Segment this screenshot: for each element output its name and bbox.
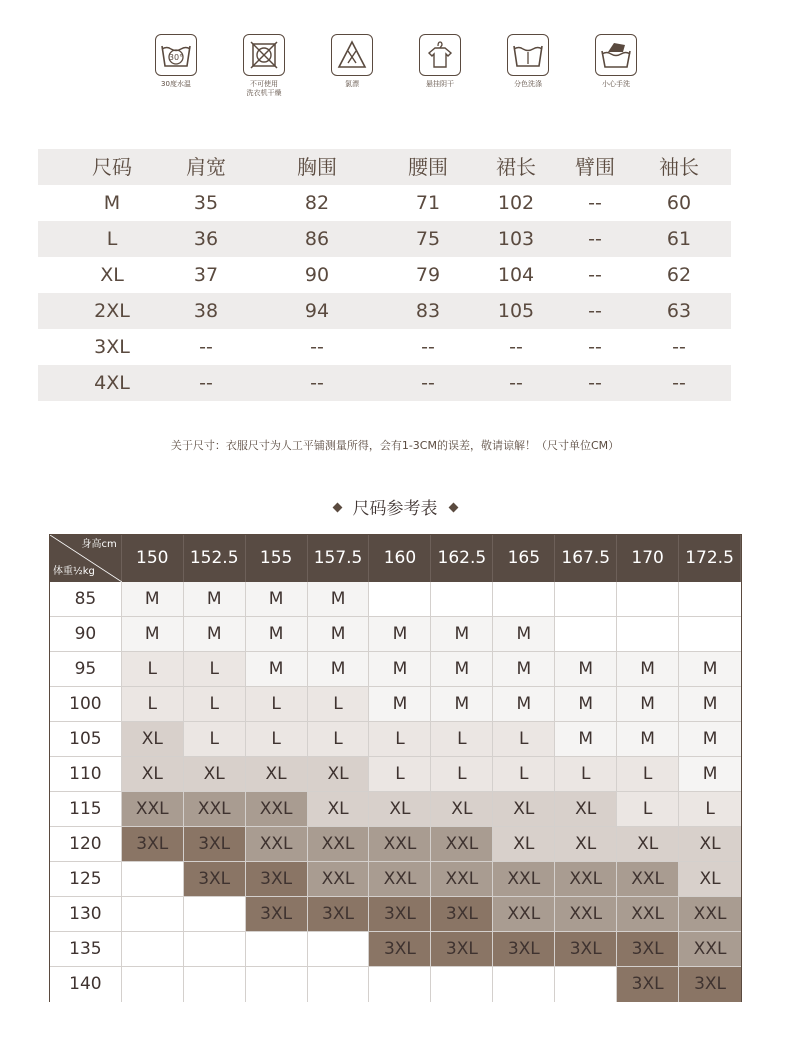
grid-size-cell: 3XL [493, 932, 555, 967]
grid-size-cell: L [246, 687, 308, 722]
grid-size-cell [184, 967, 246, 1002]
size-table-row [38, 329, 731, 365]
grid-row [50, 617, 741, 652]
grid-size-cell: M [431, 652, 493, 687]
grid-size-cell: M [555, 652, 617, 687]
size-table-cell: 75 [415, 228, 441, 250]
grid-row [50, 862, 741, 897]
grid-size-cell [555, 617, 617, 652]
grid-size-cell: L [369, 722, 431, 757]
size-table-header [38, 149, 731, 185]
grid-size-cell: XXL [493, 862, 555, 897]
grid-size-cell: M [617, 722, 679, 757]
grid-size-cell [369, 582, 431, 617]
grid-size-cell: M [369, 652, 431, 687]
care-item-hang-dry [405, 34, 475, 89]
grid-size-cell [555, 967, 617, 1002]
size-table-cell: 79 [415, 264, 441, 286]
hang-dry-icon [419, 34, 461, 76]
care-instructions [152, 34, 642, 114]
grid-size-cell [431, 967, 493, 1002]
grid-height-header: 152.5 [184, 535, 246, 582]
grid-size-cell [679, 582, 741, 617]
size-table-cell: -- [199, 372, 213, 394]
size-table-cell: 3XL [94, 336, 130, 358]
size-table-cell: XL [100, 264, 124, 286]
grid-size-cell [122, 932, 184, 967]
wash-30-icon [155, 34, 197, 76]
grid-size-cell: M [679, 652, 741, 687]
grid-size-cell [555, 582, 617, 617]
grid-size-cell: 3XL [369, 932, 431, 967]
size-table-cell: -- [199, 336, 213, 358]
size-table-cell: 82 [304, 192, 330, 214]
size-table-cell: L [106, 228, 118, 250]
grid-size-cell: XXL [369, 827, 431, 862]
grid-size-cell: M [308, 652, 370, 687]
size-table-cell: -- [588, 264, 602, 286]
hand-wash-icon [595, 34, 637, 76]
grid-weight-cell: 85 [50, 582, 122, 617]
grid-size-cell: M [431, 687, 493, 722]
care-item-separate-wash [493, 34, 563, 89]
grid-height-header: 150 [122, 535, 184, 582]
size-table-cell: 105 [497, 300, 535, 322]
grid-size-cell: M [555, 687, 617, 722]
grid-row [50, 652, 741, 687]
grid-size-cell: M [679, 757, 741, 792]
grid-size-cell: 3XL [617, 967, 679, 1002]
grid-row [50, 687, 741, 722]
care-label: 悬挂阴干 [426, 80, 454, 88]
grid-size-cell: XL [431, 792, 493, 827]
size-table-cell: -- [421, 336, 435, 358]
grid-size-cell: M [184, 582, 246, 617]
grid-height-header: 155 [246, 535, 308, 582]
grid-size-cell: L [184, 652, 246, 687]
diamond-icon [448, 502, 458, 512]
grid-size-cell: 3XL [184, 862, 246, 897]
size-table-row [38, 185, 731, 221]
size-table-cell: -- [509, 372, 523, 394]
grid-size-cell: XL [246, 757, 308, 792]
size-table-cell: 90 [304, 264, 330, 286]
care-item-no-dryer [229, 34, 299, 98]
corner-height-label: 身高cm [81, 539, 117, 550]
header-size: 尺码 [92, 155, 132, 179]
grid-size-cell: L [184, 687, 246, 722]
grid-size-cell [493, 967, 555, 1002]
grid-size-cell: XXL [431, 862, 493, 897]
grid-size-cell: XL [369, 792, 431, 827]
grid-size-cell: XXL [369, 862, 431, 897]
grid-size-cell: 3XL [122, 827, 184, 862]
grid-size-cell: XXL [679, 897, 741, 932]
grid-size-cell: L [122, 652, 184, 687]
grid-size-cell: XXL [308, 862, 370, 897]
size-table-cell: -- [588, 372, 602, 394]
size-table-cell: -- [421, 372, 435, 394]
grid-size-cell: 3XL [431, 897, 493, 932]
grid-size-cell: M [246, 617, 308, 652]
grid-size-cell: M [679, 687, 741, 722]
size-table-cell: 83 [415, 300, 441, 322]
size-table-cell: 37 [193, 264, 219, 286]
grid-size-cell: L [679, 792, 741, 827]
grid-size-cell: L [617, 792, 679, 827]
grid-header-row [50, 535, 741, 582]
grid-size-cell: M [122, 582, 184, 617]
header-waist: 腰围 [408, 155, 448, 179]
grid-weight-cell: 115 [50, 792, 122, 827]
grid-size-cell [122, 897, 184, 932]
size-table-cell: 62 [666, 264, 692, 286]
care-label: 分色洗涤 [514, 80, 542, 88]
grid-size-cell: 3XL [184, 827, 246, 862]
bleach-icon [331, 34, 373, 76]
grid-row [50, 792, 741, 827]
wash-temp-text: 30° [168, 53, 184, 62]
grid-row [50, 967, 741, 1002]
size-table-cell: 4XL [94, 372, 130, 394]
size-table-cell: -- [672, 336, 686, 358]
grid-size-cell [679, 617, 741, 652]
grid-size-cell: M [617, 652, 679, 687]
grid-size-cell: XL [617, 827, 679, 862]
grid-size-cell [617, 617, 679, 652]
size-reference-grid [49, 534, 742, 1002]
grid-size-cell [246, 967, 308, 1002]
header-skirt-length: 裙长 [496, 155, 536, 179]
grid-weight-cell: 140 [50, 967, 122, 1002]
grid-size-cell: M [679, 722, 741, 757]
grid-height-header: 160 [369, 535, 431, 582]
diamond-icon [332, 502, 342, 512]
grid-weight-cell: 120 [50, 827, 122, 862]
size-table-cell: -- [588, 192, 602, 214]
grid-size-cell: L [369, 757, 431, 792]
size-table-cell: -- [509, 336, 523, 358]
grid-size-cell: M [493, 687, 555, 722]
grid-weight-cell: 130 [50, 897, 122, 932]
size-table-cell: 2XL [94, 300, 130, 322]
size-table-cell: -- [588, 300, 602, 322]
grid-size-cell: 3XL [246, 897, 308, 932]
grid-row [50, 757, 741, 792]
grid-row [50, 827, 741, 862]
grid-size-cell [122, 862, 184, 897]
grid-weight-cell: 95 [50, 652, 122, 687]
grid-size-cell: M [617, 687, 679, 722]
grid-size-cell: XL [493, 792, 555, 827]
grid-row [50, 897, 741, 932]
grid-weight-cell: 110 [50, 757, 122, 792]
care-label: 不可使用 洗衣机干燥 [246, 80, 282, 97]
grid-size-cell: XL [308, 792, 370, 827]
corner-weight-label: 体重½kg [53, 566, 95, 577]
grid-size-cell: M [555, 722, 617, 757]
grid-size-cell: 3XL [431, 932, 493, 967]
size-table-cell: 63 [666, 300, 692, 322]
size-table-cell: 61 [666, 228, 692, 250]
grid-height-header: 172.5 [679, 535, 741, 582]
header-chest: 胸围 [297, 155, 337, 179]
separate-wash-icon [507, 34, 549, 76]
grid-row [50, 932, 741, 967]
grid-size-cell: XXL [246, 792, 308, 827]
grid-size-cell: 3XL [617, 932, 679, 967]
size-table-row [38, 365, 731, 401]
size-table-cell: 60 [666, 192, 692, 214]
grid-size-cell: L [246, 722, 308, 757]
grid-size-cell: XXL [493, 897, 555, 932]
grid-size-cell: XXL [184, 792, 246, 827]
grid-size-cell [308, 932, 370, 967]
grid-weight-cell: 90 [50, 617, 122, 652]
grid-size-cell: M [369, 687, 431, 722]
grid-size-cell: M [308, 617, 370, 652]
grid-size-cell: XXL [617, 897, 679, 932]
size-table-cell: 102 [497, 192, 535, 214]
care-label: 小心手洗 [602, 80, 630, 88]
header-shoulder: 肩宽 [186, 155, 226, 179]
grid-size-cell: XL [184, 757, 246, 792]
grid-size-cell: 3XL [308, 897, 370, 932]
grid-size-cell: XXL [122, 792, 184, 827]
chart-title-text: 尺码参考表 [352, 499, 438, 519]
size-table-cell: 86 [304, 228, 330, 250]
grid-corner [50, 535, 122, 582]
grid-size-cell: L [122, 687, 184, 722]
grid-weight-cell: 135 [50, 932, 122, 967]
care-item-bleach [317, 34, 387, 89]
grid-size-cell: L [308, 687, 370, 722]
size-table-cell: -- [588, 228, 602, 250]
grid-row [50, 722, 741, 757]
size-table-row [38, 221, 731, 257]
grid-size-cell [369, 967, 431, 1002]
grid-size-cell: L [493, 757, 555, 792]
grid-size-cell: M [431, 617, 493, 652]
grid-size-cell: L [555, 757, 617, 792]
grid-size-cell [184, 897, 246, 932]
grid-size-cell: XL [555, 792, 617, 827]
size-table-cell: 103 [497, 228, 535, 250]
size-table-cell: -- [672, 372, 686, 394]
care-label: 氯漂 [345, 80, 359, 88]
grid-size-cell: XXL [431, 827, 493, 862]
grid-weight-cell: 100 [50, 687, 122, 722]
grid-size-cell: M [122, 617, 184, 652]
size-table [38, 149, 731, 401]
size-table-cell: 71 [415, 192, 441, 214]
grid-size-cell: M [246, 582, 308, 617]
size-table-row [38, 257, 731, 293]
grid-size-cell: XXL [679, 932, 741, 967]
grid-size-cell: XL [308, 757, 370, 792]
size-table-row [38, 293, 731, 329]
grid-weight-cell: 125 [50, 862, 122, 897]
grid-height-header: 170 [617, 535, 679, 582]
grid-size-cell: XL [679, 827, 741, 862]
grid-height-header: 165 [493, 535, 555, 582]
grid-size-cell: 3XL [246, 862, 308, 897]
grid-size-cell: XXL [617, 862, 679, 897]
grid-size-cell [617, 582, 679, 617]
grid-size-cell: 3XL [369, 897, 431, 932]
grid-size-cell: XL [493, 827, 555, 862]
header-sleeve: 袖长 [659, 155, 699, 179]
grid-size-cell: M [308, 582, 370, 617]
grid-size-cell: L [617, 757, 679, 792]
grid-size-cell: L [431, 757, 493, 792]
grid-size-cell [308, 967, 370, 1002]
care-item-hand-wash [581, 34, 651, 89]
size-note: 关于尺寸：衣服尺寸为人工平铺测量所得，会有1-3CM的误差，敬请谅解！（尺寸单位CM） [170, 439, 620, 452]
grid-height-header: 157.5 [308, 535, 370, 582]
grid-height-header: 167.5 [555, 535, 617, 582]
grid-size-cell: L [431, 722, 493, 757]
size-table-cell: -- [310, 336, 324, 358]
size-table-cell: M [103, 192, 121, 214]
grid-size-cell: XXL [246, 827, 308, 862]
grid-row [50, 582, 741, 617]
size-table-cell: -- [588, 336, 602, 358]
grid-size-cell: M [246, 652, 308, 687]
grid-size-cell: XXL [555, 897, 617, 932]
grid-size-cell: M [369, 617, 431, 652]
size-table-cell: 36 [193, 228, 219, 250]
grid-size-cell: XL [555, 827, 617, 862]
size-table-cell: 94 [304, 300, 330, 322]
care-label: 30度水温 [161, 80, 191, 88]
size-table-cell: 104 [497, 264, 535, 286]
grid-size-cell: M [493, 652, 555, 687]
grid-size-cell: L [184, 722, 246, 757]
grid-size-cell [184, 932, 246, 967]
grid-weight-cell: 105 [50, 722, 122, 757]
grid-size-cell [122, 967, 184, 1002]
grid-size-cell: M [184, 617, 246, 652]
grid-size-cell: L [493, 722, 555, 757]
grid-size-cell [431, 582, 493, 617]
size-table-cell: 35 [193, 192, 219, 214]
grid-size-cell [493, 582, 555, 617]
grid-size-cell: XXL [555, 862, 617, 897]
size-table-cell: -- [310, 372, 324, 394]
size-table-cell: 38 [193, 300, 219, 322]
grid-size-cell: XL [122, 722, 184, 757]
chart-title [0, 494, 790, 519]
grid-size-cell: XXL [308, 827, 370, 862]
grid-size-cell: XL [679, 862, 741, 897]
grid-size-cell: XL [122, 757, 184, 792]
care-item-wash-30 [141, 34, 211, 89]
no-tumble-dry-icon [243, 34, 285, 76]
grid-size-cell [246, 932, 308, 967]
grid-size-cell: 3XL [679, 967, 741, 1002]
header-arm: 臂围 [575, 155, 615, 179]
grid-height-header: 162.5 [431, 535, 493, 582]
grid-size-cell: 3XL [555, 932, 617, 967]
grid-size-cell: M [493, 617, 555, 652]
grid-size-cell: L [308, 722, 370, 757]
